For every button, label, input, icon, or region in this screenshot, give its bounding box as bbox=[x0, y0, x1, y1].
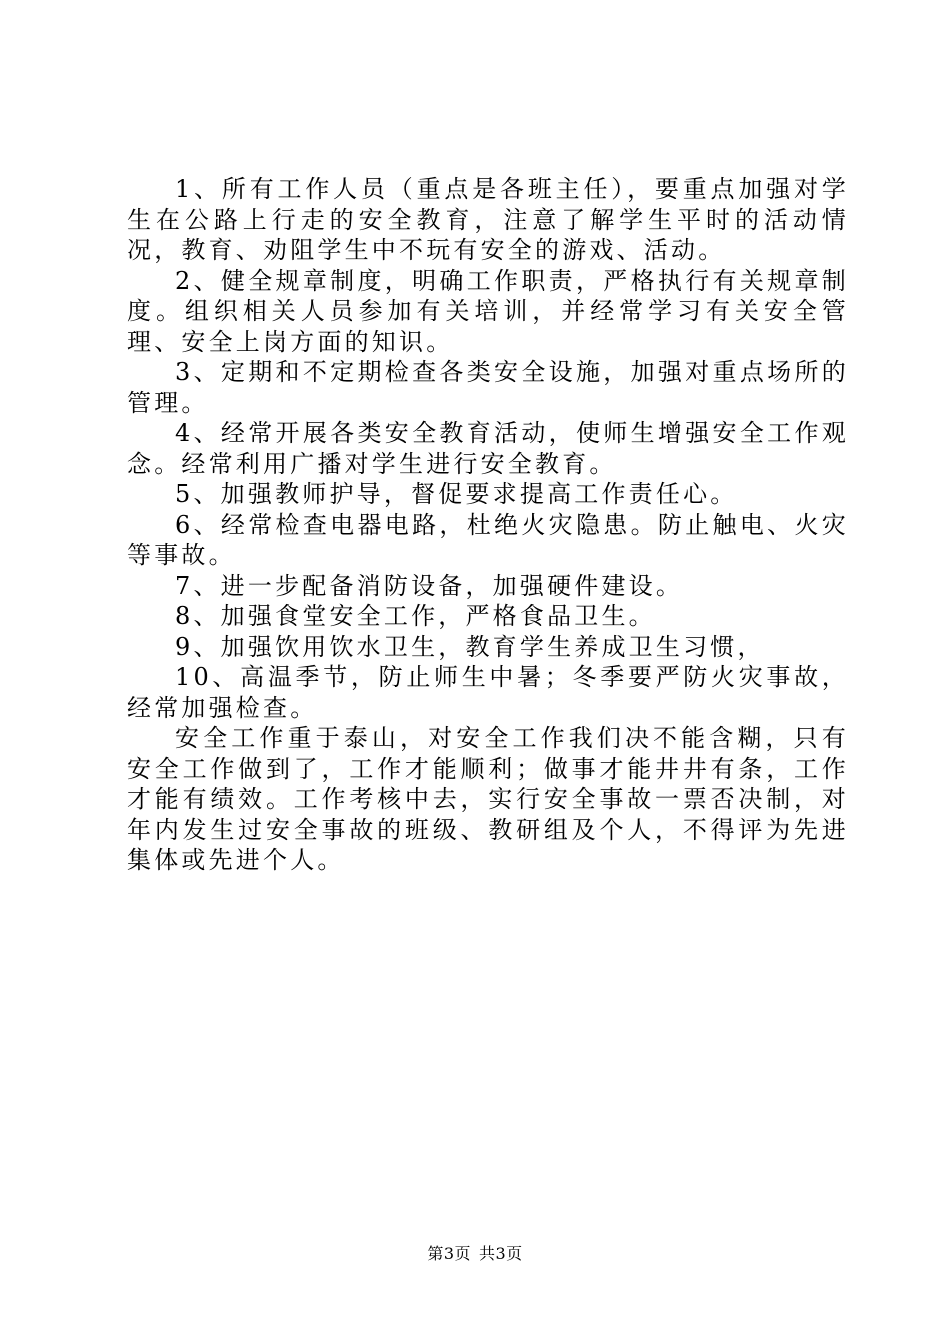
paragraph-item-5: 5、加强教师护导，督促要求提高工作责任心。 bbox=[175, 480, 738, 508]
paragraph-item-3: 3、定期和不定期检查各类安全设施，加强对重点场所的管理。 bbox=[127, 358, 849, 417]
page-total-label: 共3页 bbox=[479, 1244, 523, 1263]
page-footer bbox=[0, 1244, 950, 1264]
paragraph-item-1: 1、所有工作人员（重点是各班主任），要重点加强对学生在公路上行走的安全教育，注意了解学生平时的活动情况，教育、劝阻学生中不玩有安全的游戏、活动。 bbox=[127, 175, 849, 264]
paragraph-item-8: 8、加强食堂安全工作，严格食品卫生。 bbox=[175, 602, 656, 630]
paragraph-closing: 安全工作重于泰山，对安全工作我们决不能含糊，只有安全工作做到了，工作才能顺利；做事才能井井有条，工作才能有绩效。工作考核中去，实行安全事故一票否决制，对年内发生过安全事故的班级、教研组及个人，不得评为先进集体或先进个人。 bbox=[127, 724, 849, 874]
paragraph-item-4: 4、经常开展各类安全教育活动，使师生增强安全工作观念。经常利用广播对学生进行安全教育。 bbox=[127, 419, 849, 478]
paragraph-item-2: 2、健全规章制度，明确工作职责，严格执行有关规章制度。组织相关人员参加有关培训，并经常学习有关安全管理、安全上岗方面的知识。 bbox=[127, 266, 849, 356]
paragraph-item-7: 7、进一步配备消防设备，加强硬件建设。 bbox=[175, 571, 684, 600]
document-body bbox=[127, 174, 849, 876]
paragraph-item-10: 10、高温季节，防止师生中暑；冬季要严防火灾事故，经常加强检查。 bbox=[127, 663, 849, 722]
page-number-label: 第3页 bbox=[427, 1244, 471, 1263]
paragraph-item-6: 6、经常检查电器电路，杜绝火灾隐患。防止触电、火灾等事故。 bbox=[127, 510, 849, 569]
paragraph-item-9: 9、加强饮用饮水卫生，教育学生养成卫生习惯， bbox=[175, 632, 765, 661]
